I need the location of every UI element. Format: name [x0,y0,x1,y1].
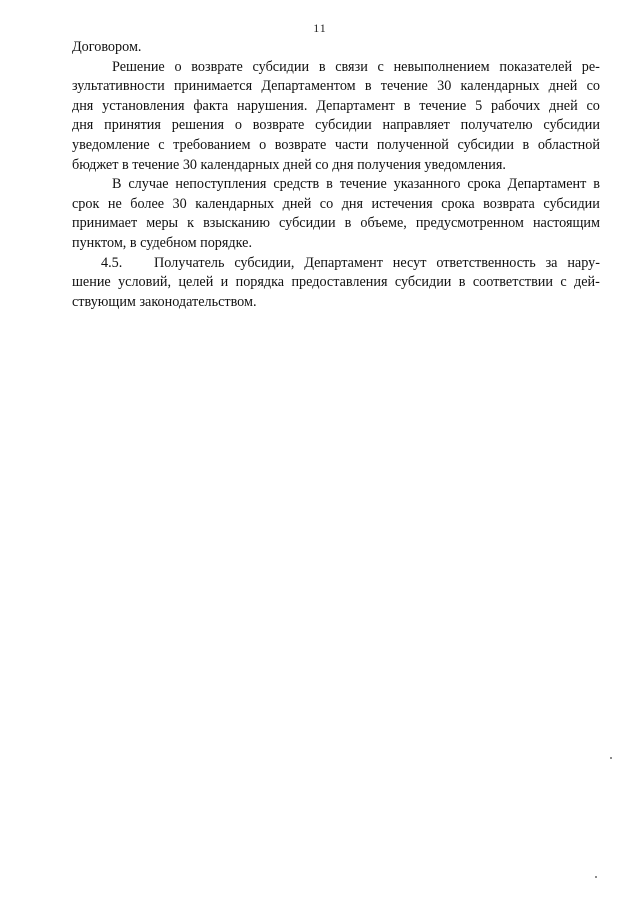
text-line: пунктом, в судебном порядке. [72,234,253,251]
word: дней [282,195,312,212]
word: целей [178,274,214,291]
word: в [593,176,600,193]
word: течение [380,78,428,95]
word: календарных [195,195,275,212]
paragraph-recovery [72,175,600,253]
clause-first-line [154,254,600,274]
word: со [586,78,600,95]
word: субсидии, [234,254,295,271]
word: связи [335,58,368,75]
word: не [107,195,122,212]
word: в [458,274,466,291]
word: с [377,58,384,75]
word: несут [392,254,427,271]
word: принимается [173,78,253,95]
word: зультативности [72,78,165,95]
word: возврате [191,58,243,75]
scan-speck [595,876,597,878]
word: в [326,176,333,193]
text-line: бюджет в течение 30 календарных дней со дня получения уведомления. [72,156,506,173]
word: со [586,97,600,114]
word: Департамент [507,176,587,193]
word: предусмотренном [415,215,524,232]
word: в [344,215,352,232]
word: требованием [173,136,251,153]
text-line [72,175,600,195]
word: с [560,274,567,291]
word: Решение [112,58,165,75]
text-line [72,97,600,117]
word: истечения [371,195,433,212]
word: нарушения. [237,97,308,114]
word: рабочих [491,97,541,114]
clause-number: 4.5. [101,254,123,271]
word: срока [467,176,501,193]
word: о [234,117,242,134]
word: дей- [574,274,600,291]
word: субсидии [252,58,310,75]
word: Получатель [154,254,225,271]
word: в [318,58,326,75]
word: средств [273,176,320,193]
word: возврате [274,136,327,153]
word: субсидии [279,215,336,232]
word: с [158,136,165,153]
text-line: ствующим законодательством. [72,293,257,310]
word: 30 [172,195,187,212]
text-line [72,116,600,136]
word: субсидии [457,136,514,153]
word: в [364,78,372,95]
word: принимает [72,215,138,232]
word: указанного [393,176,461,193]
word: предоставления [291,274,388,291]
text-line [72,58,600,78]
word: срок [72,195,100,212]
word: уведомление [72,136,150,153]
word: получателю [460,117,533,134]
word: субсидии [543,195,600,212]
word: за [545,254,558,271]
word: субсидии [315,117,372,134]
scan-speck [610,757,612,759]
word: о [174,58,182,75]
word: субсидии [543,117,600,134]
word: 5 [475,97,483,114]
word: Департамент [316,97,395,114]
word: дней [548,78,578,95]
word: 30 [437,78,452,95]
word: В [112,176,122,193]
word: дней [548,97,578,114]
word: полученной [376,136,449,153]
word: установления [102,97,185,114]
document-body [72,38,600,312]
word: принятия [104,117,161,134]
word: течение [339,176,387,193]
text-line [72,214,600,234]
word: решения [171,117,225,134]
word: течение [419,97,467,114]
word: дня [72,117,94,134]
word: факта [193,97,229,114]
text-line [72,195,600,215]
word: нару- [567,254,600,271]
word: части [334,136,369,153]
word: случае [128,176,169,193]
text-line: Договором. [72,39,142,55]
word: шение [72,274,111,291]
word: объеме, [360,215,407,232]
word: календарных [460,78,540,95]
word: непоступления [175,176,267,193]
word: в [522,136,530,153]
word: Департамент [304,254,383,271]
word: направляет [382,117,450,134]
word: к [187,215,195,232]
word: более [130,195,165,212]
word: областной [537,136,600,153]
word: настоящим [532,215,600,232]
word: срока [441,195,475,212]
word: меры [146,215,179,232]
word: о [259,136,267,153]
text-line [72,77,600,97]
text-line [72,254,600,274]
word: дня [341,195,364,212]
paragraph-4-5 [72,254,600,313]
word: со [319,195,334,212]
word: невыполнением [393,58,490,75]
word: ре- [581,58,600,75]
word: показателей [499,58,573,75]
text-line [72,136,600,156]
word: в [403,97,411,114]
word: порядка [235,274,285,291]
word: ответственность [436,254,536,271]
word: субсидии [394,274,452,291]
word: соответствии [472,274,553,291]
word: возврата [483,195,535,212]
word: Департаментом [261,78,356,95]
paragraph-refund-decision [72,58,600,176]
word: возврате [252,117,305,134]
word: условий, [118,274,172,291]
text-line [72,273,600,293]
word: и [220,274,229,291]
page-number: 11 [313,21,327,35]
word: взысканию [203,215,270,232]
word: дня [72,97,94,114]
